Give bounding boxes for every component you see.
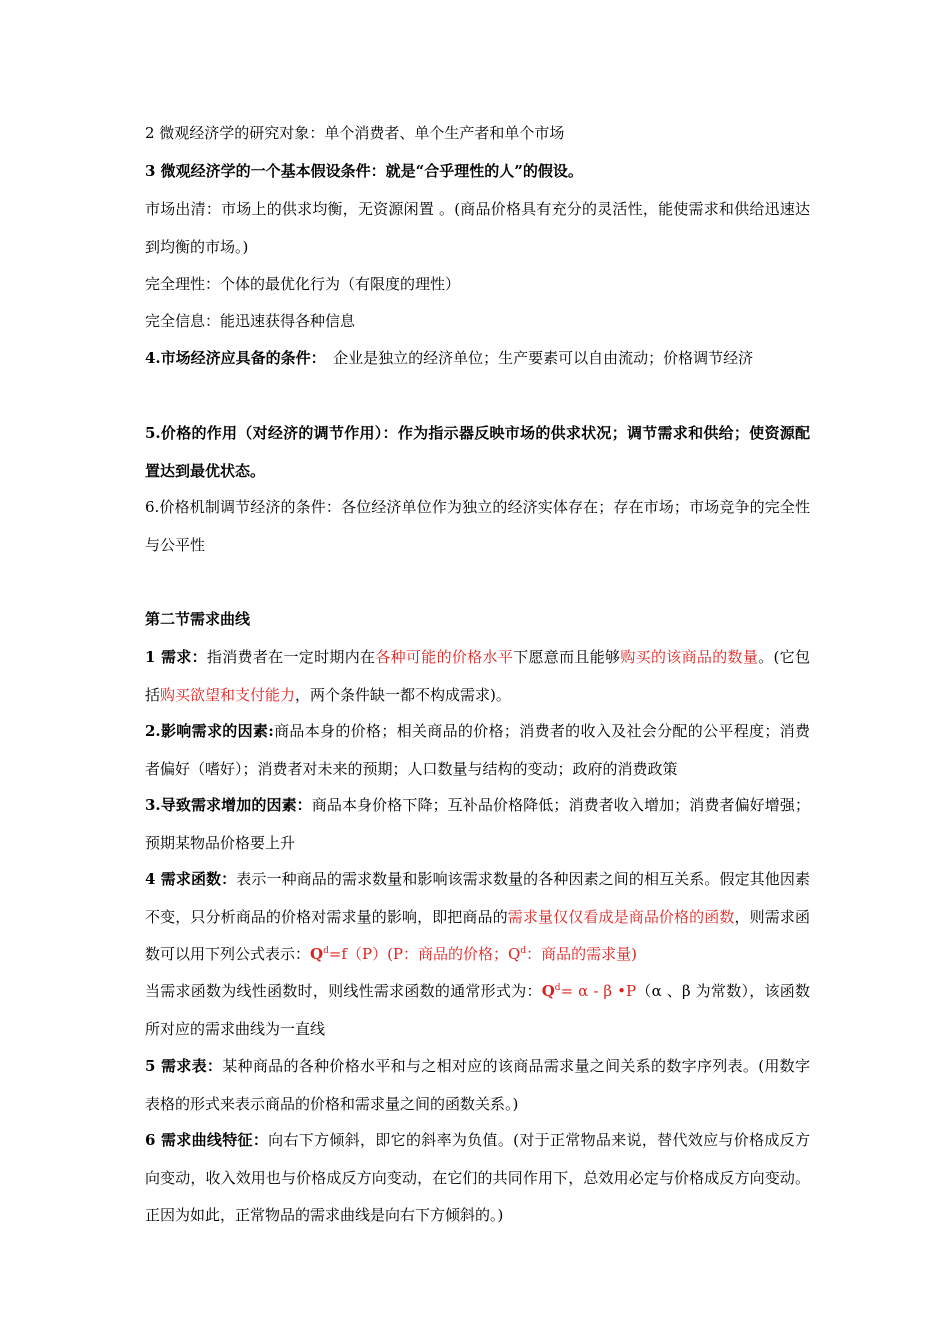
formula-sup: d [323,946,329,956]
formula-run: =f（P）(P：商品的价格；Q [328,945,521,963]
formula-sup: d [520,946,527,956]
paragraph-demand-factors [145,713,810,788]
highlight-run: 需求量仅仅看成是商品价格的函数 [507,907,735,926]
paragraph-demand-schedule [145,1048,810,1123]
paragraph-head: 3.导致需求增加的因素： [145,796,312,814]
text-run: 当需求函数为线性函数时，则线性需求函数的通常形式为： [145,982,542,1000]
text-run: 指消费者在一定时期内在 [206,648,376,666]
text-run: ，两个条件缺一都不构成需求)。 [295,685,511,704]
text-run: 下愿意而且能够 [513,648,621,666]
paragraph-basic-assumption: 3 微观经济学的一个基本假设条件：就是“合乎理性的人”的假设。 [145,162,583,180]
paragraph-full-information: 完全信息：能迅速获得各种信息 [145,312,356,330]
paragraph-head: 1 需求： [145,648,207,666]
text-run: （α 、β 为常数），该函数所对应的需求曲线为一直线 [145,982,810,1038]
paragraph-head: 4.市场经济应具备的条件： [145,349,319,367]
text-run: 。(它包括 [145,648,810,704]
paragraph-body: 商品本身价格下降；互补品价格降低；消费者收入增加；消费者偏好增强；预期某物品价格要上升 [145,796,810,852]
paragraph-linear-demand-function [145,973,810,1048]
highlight-run: 各种可能的价格水平 [375,648,514,666]
paragraph-full-rationality: 完全理性：个体的最优化行为（有限度的理性） [145,275,461,293]
paragraph-micro-research-object: 2 微观经济学的研究对象：单个消费者、单个生产者和单个市场 [145,124,565,142]
formula-q: Q [541,982,555,1000]
paragraph-head: 2.影响需求的因素: [145,722,274,740]
highlight-run: 购买欲望和支付能力 [160,685,296,704]
paragraph-price-role: 5.价格的作用（对经济的调节作用）：作为指示器反映市场的供求状况；调节需求和供给；使资源配置达到最优状态。 [145,424,810,480]
paragraph-body: 某种商品的各种价格水平和与之相对应的该商品需求量之间关系的数字序列表。(用数字表格的形式来表示商品的价格和需求量之间的函数关系。) [145,1057,810,1113]
paragraph-price-mechanism-conditions: 6.价格机制调节经济的条件：各位经济单位作为独立的经济实体存在；存在市场；市场竞争的完全性与公平性 [145,498,810,554]
formula-run: = α - β •P [560,982,637,1000]
paragraph-demand-definition [145,639,810,714]
highlight-run: 购买的该商品的数量 [620,648,759,666]
text-run: 表示一种商品的需求数量和影响该需求数量的各种因素之间的相互关系。假定其他因素不变，只分析商品的价格对需求量的影响，即把商品的 [145,870,810,926]
paragraph-body: 向右下方倾斜，即它的斜率为负值。(对于正常物品来说，替代效应与价格成反方向变动，收入效用也与价格成反方向变动，在它们的共同作用下，总效用必定与价格成反方向变动。正因为如此，正常物品的需求曲线是向右下方倾斜的。) [145,1131,810,1224]
paragraph-body: 商品本身的价格；相关商品的价格；消费者的收入及社会分配的公平程度；消费者偏好（嗜好）；消费者对未来的预期；人口数量与结构的变动；政府的消费政策 [145,722,810,778]
section-heading: 第二节需求曲线 [145,610,251,628]
text-run: ，则需求函数可以用下列公式表示： [145,907,810,963]
paragraph-body: 企业是独立的经济单位；生产要素可以自由流动；价格调节经济 [318,349,754,367]
paragraph-demand-increase-factors [145,787,810,862]
formula-run: ：商品的需求量) [526,945,637,963]
paragraph-market-economy-conditions [145,340,810,378]
paragraph-market-clearing: 市场出清：市场上的供求均衡，无资源闲置 。(商品价格具有充分的灵活性，能使需求和供给迅速达到均衡的市场。) [145,200,810,256]
paragraph-demand-curve-features [145,1122,810,1235]
paragraph-demand-function [145,861,810,974]
paragraph-head: 5 需求表： [145,1057,223,1075]
formula-q: Q [310,945,324,963]
paragraph-head: 4 需求函数： [145,870,237,888]
formula-sup: d [554,983,561,993]
paragraph-head: 6 需求曲线特征： [145,1131,269,1149]
